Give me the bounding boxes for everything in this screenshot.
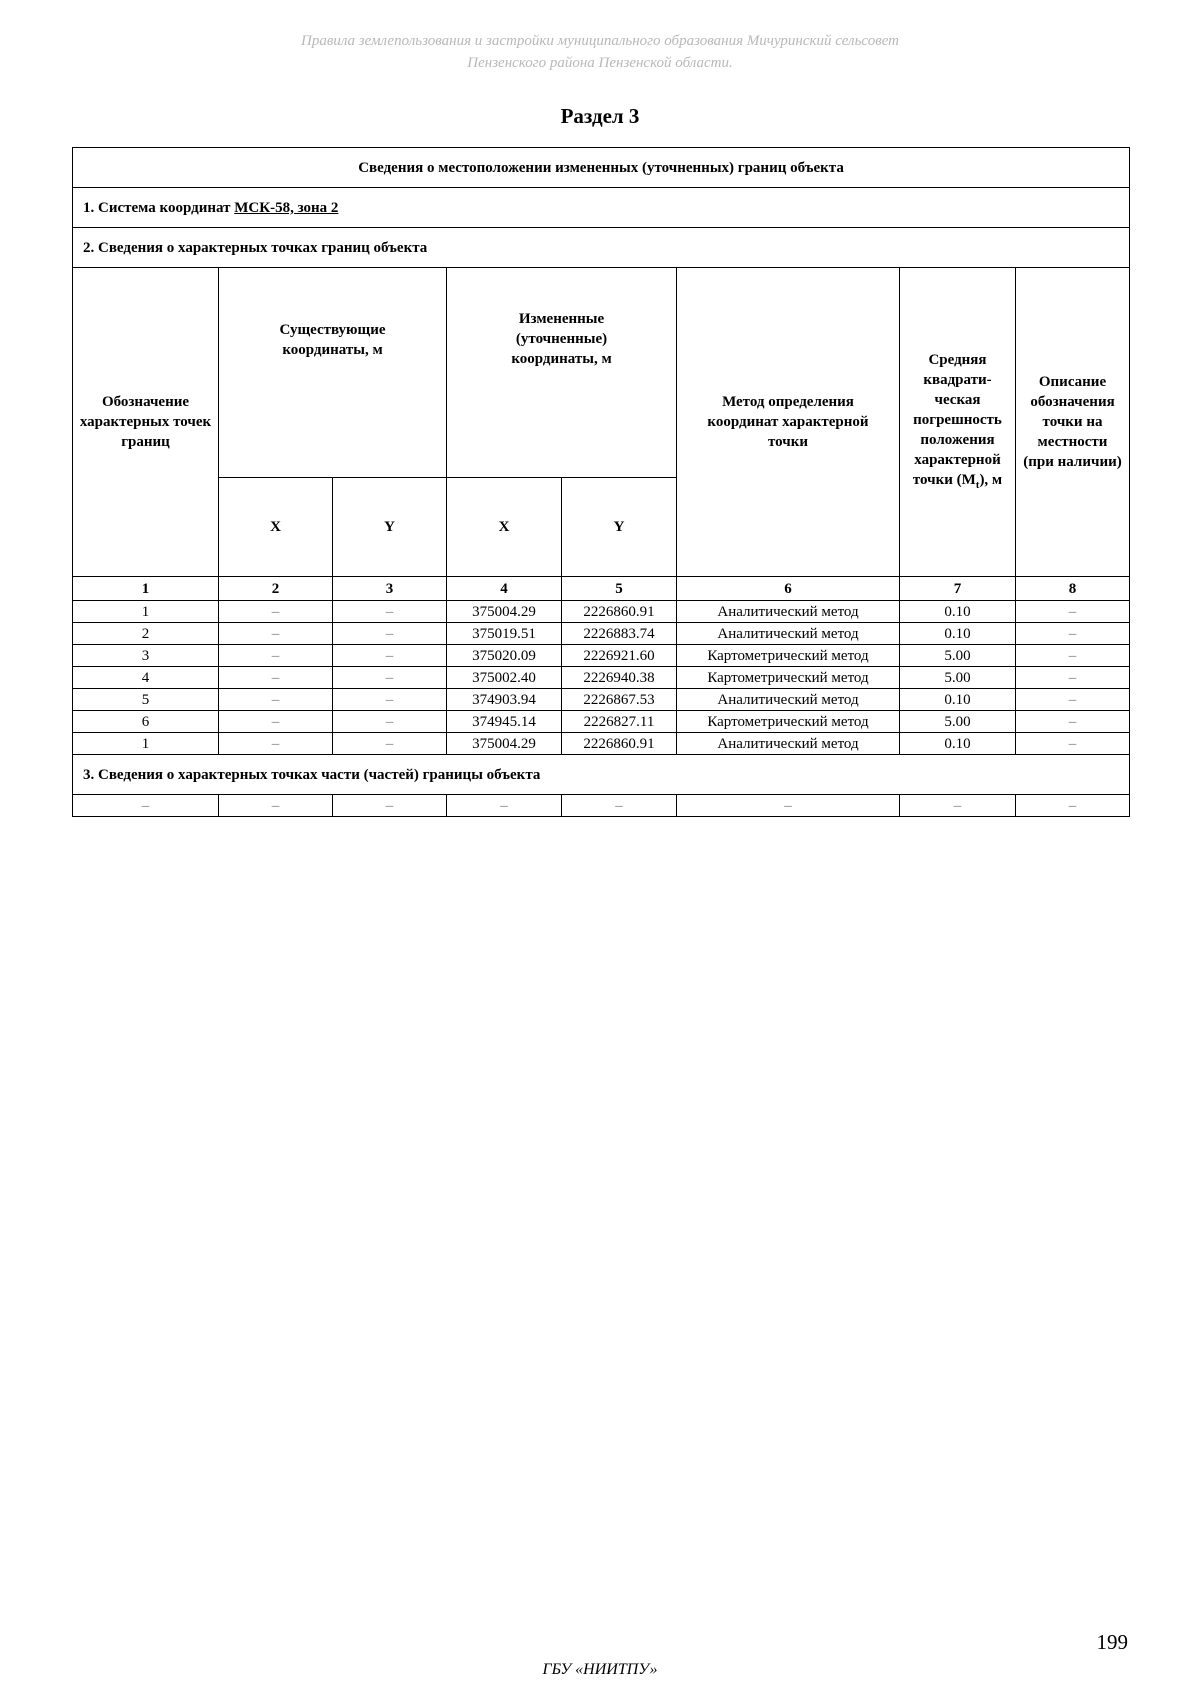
- parts-cell: –: [677, 795, 900, 817]
- cell-ex-y: –: [333, 711, 447, 733]
- cell-ex-y: –: [333, 733, 447, 755]
- cell-x: 375002.40: [447, 667, 562, 689]
- header-designation: Обозначение характерных точек границ: [73, 268, 219, 577]
- cell-desc: –: [1016, 623, 1130, 645]
- parts-cell: –: [562, 795, 677, 817]
- cell-ex-y: –: [333, 601, 447, 623]
- coord-system-label: 1. Система координат: [83, 199, 235, 216]
- cell-x: 374945.14: [447, 711, 562, 733]
- parts-cell: –: [900, 795, 1016, 817]
- cell-ex-y: –: [333, 645, 447, 667]
- cell-error: 5.00: [900, 667, 1016, 689]
- running-header-line-2: Пензенского района Пензенской области.: [467, 55, 733, 71]
- cell-method: Аналитический метод: [677, 689, 900, 711]
- points-title-row: [73, 228, 1130, 268]
- cell-point: 5: [73, 689, 219, 711]
- table-row: [73, 645, 1130, 667]
- parts-cell: –: [333, 795, 447, 817]
- cell-error: 5.00: [900, 711, 1016, 733]
- cell-x: 375004.29: [447, 733, 562, 755]
- cell-desc: –: [1016, 711, 1130, 733]
- cell-y: 2226860.91: [562, 601, 677, 623]
- coord-system-cell: [73, 188, 1130, 228]
- coord-system-row: [73, 188, 1130, 228]
- table-row: [73, 733, 1130, 755]
- cell-error: 5.00: [900, 645, 1016, 667]
- cell-ex-x: –: [219, 667, 333, 689]
- parts-cell: –: [219, 795, 333, 817]
- header-method: Метод определения координат характерной точки: [677, 268, 900, 577]
- cell-method: Аналитический метод: [677, 733, 900, 755]
- table-caption: Сведения о местоположении измененных (уточненных) границ объекта: [73, 148, 1130, 188]
- table-row: [73, 667, 1130, 689]
- cell-point: 3: [73, 645, 219, 667]
- header-changed-x: X: [447, 478, 562, 577]
- cell-desc: –: [1016, 689, 1130, 711]
- parts-cell: –: [1016, 795, 1130, 817]
- points-title: 2. Сведения о характерных точках границ объекта: [73, 228, 1130, 268]
- column-number: 7: [900, 577, 1016, 601]
- table-row: [73, 689, 1130, 711]
- cell-point: 6: [73, 711, 219, 733]
- parts-title: 3. Сведения о характерных точках части (частей) границы объекта: [73, 755, 1130, 795]
- cell-x: 374903.94: [447, 689, 562, 711]
- cell-ex-x: –: [219, 645, 333, 667]
- boundary-points-table: [72, 147, 1130, 817]
- cell-x: 375004.29: [447, 601, 562, 623]
- cell-desc: –: [1016, 645, 1130, 667]
- cell-x: 375019.51: [447, 623, 562, 645]
- running-header-line-1: Правила землепользования и застройки муниципального образования Мичуринский сельсовет: [300, 33, 899, 49]
- column-number: 6: [677, 577, 900, 601]
- column-number: 1: [73, 577, 219, 601]
- column-numbers-row: [73, 577, 1130, 601]
- cell-error: 0.10: [900, 601, 1016, 623]
- cell-ex-x: –: [219, 733, 333, 755]
- running-header: [0, 30, 1200, 74]
- header-existing-coords: Существующие координаты, м: [219, 268, 447, 478]
- table-caption-row: [73, 148, 1130, 188]
- table-row: [73, 711, 1130, 733]
- parts-cell: –: [73, 795, 219, 817]
- column-number: 3: [333, 577, 447, 601]
- cell-y: 2226883.74: [562, 623, 677, 645]
- cell-x: 375020.09: [447, 645, 562, 667]
- cell-point: 2: [73, 623, 219, 645]
- cell-method: Аналитический метод: [677, 601, 900, 623]
- cell-y: 2226860.91: [562, 733, 677, 755]
- cell-desc: –: [1016, 601, 1130, 623]
- header-row-1: [73, 268, 1130, 478]
- cell-method: Картометрический метод: [677, 711, 900, 733]
- cell-point: 1: [73, 601, 219, 623]
- cell-ex-y: –: [333, 667, 447, 689]
- header-existing-y: Y: [333, 478, 447, 577]
- cell-y: 2226827.11: [562, 711, 677, 733]
- parts-title-row: [73, 755, 1130, 795]
- column-number: 5: [562, 577, 677, 601]
- section-title: Раздел 3: [560, 104, 640, 128]
- cell-method: Картометрический метод: [677, 667, 900, 689]
- cell-error: 0.10: [900, 689, 1016, 711]
- cell-point: 4: [73, 667, 219, 689]
- header-changed-coords: Измененные (уточненные) координаты, м: [447, 268, 677, 478]
- cell-desc: –: [1016, 667, 1130, 689]
- column-number: 8: [1016, 577, 1130, 601]
- cell-ex-x: –: [219, 601, 333, 623]
- column-number: 2: [219, 577, 333, 601]
- cell-y: 2226940.38: [562, 667, 677, 689]
- cell-desc: –: [1016, 733, 1130, 755]
- parts-table-row: [73, 795, 1130, 817]
- footer-organization: ГБУ «НИИТПУ»: [542, 1661, 658, 1678]
- parts-cell: –: [447, 795, 562, 817]
- header-changed-y: Y: [562, 478, 677, 577]
- cell-point: 1: [73, 733, 219, 755]
- cell-ex-y: –: [333, 689, 447, 711]
- cell-ex-y: –: [333, 623, 447, 645]
- header-existing-x: X: [219, 478, 333, 577]
- cell-ex-x: –: [219, 689, 333, 711]
- cell-method: Аналитический метод: [677, 623, 900, 645]
- cell-error: 0.10: [900, 623, 1016, 645]
- header-description: Описание обозначения точки на местности (при наличии): [1016, 268, 1130, 577]
- header-error: Средняя квадратическая погрешность положения характерной точки $(M_t)$, м: [900, 268, 1016, 577]
- column-number: 4: [447, 577, 562, 601]
- table-row: [73, 623, 1130, 645]
- cell-ex-x: –: [219, 623, 333, 645]
- cell-method: Картометрический метод: [677, 645, 900, 667]
- cell-y: 2226867.53: [562, 689, 677, 711]
- cell-ex-x: –: [219, 711, 333, 733]
- coord-system-value: МСК-58, зона 2: [234, 199, 339, 216]
- cell-error: 0.10: [900, 733, 1016, 755]
- cell-y: 2226921.60: [562, 645, 677, 667]
- table-row: [73, 601, 1130, 623]
- page-number: 199: [1096, 1630, 1128, 1654]
